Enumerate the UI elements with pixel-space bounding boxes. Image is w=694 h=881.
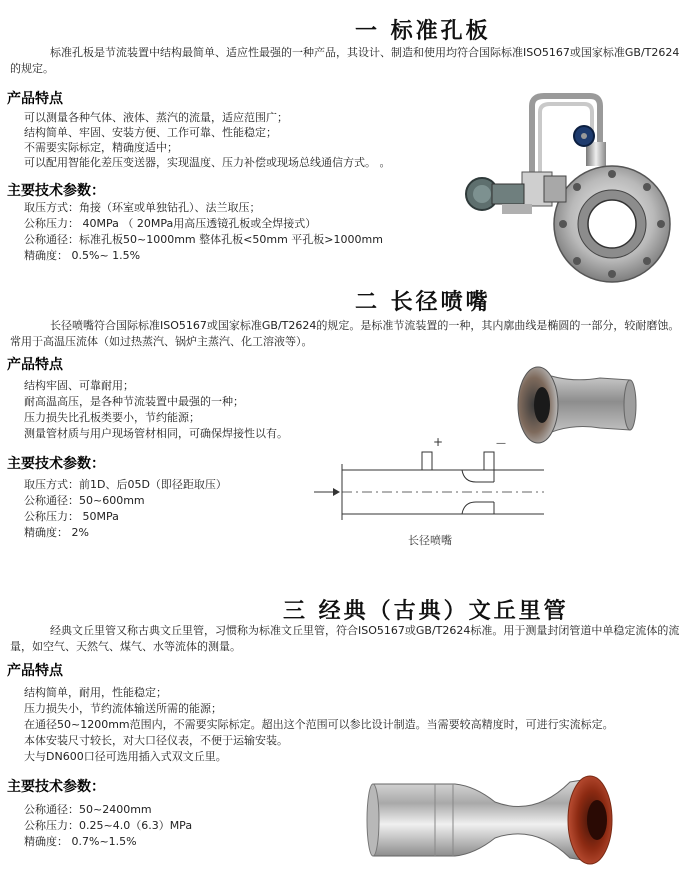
section2-intro: 长径喷嘴符合国际标准ISO5167或国家标准GB/T2624的规定。是标准节流装置的一种，其内廓曲线是椭圆的一部分，较耐磨蚀。常用于高温压流体（如过热蒸汽、锅炉主蒸汽、化工溶液等）。: [10, 319, 680, 348]
section1-spec-3: 公称通径：标准孔板50~1000mm 整体孔板<50mm 平孔板>1000mm: [24, 233, 383, 246]
section2-features-heading: 产品特点: [7, 357, 63, 373]
section3-specs-heading: 主要技术参数：: [7, 779, 105, 795]
section3-feature-2: 压力损失小，节约流体输送所需的能源；: [24, 702, 222, 715]
diagram-minus-sign: —: [496, 438, 506, 449]
section1-intro: 标准孔板是节流装置中结构最简单、适应性最强的一种产品，其设计、制造和使用均符合国际标准ISO5167或国家标准GB/T2624的规定。: [10, 46, 680, 75]
section1-spec-4: 精确度： 0.5%~ 1.5%: [24, 249, 141, 262]
section3-feature-5: 大与DN600口径可选用插入式双文丘里。: [24, 750, 227, 763]
venturi-tube-image: [365, 762, 620, 877]
section2-spec-4: 精确度： 2%: [24, 526, 89, 539]
section3-title: 三 经典（古典）文丘里管: [283, 599, 569, 624]
section2-spec-1: 取压方式：前1D、后05D（即径距取压）: [24, 478, 227, 491]
section2-spec-3: 公称压力： 50MPa: [24, 510, 119, 523]
section2-feature-4: 测量管材质与用户现场管材相同，可确保焊接性以有。: [24, 427, 288, 440]
nozzle-diagram: [312, 436, 544, 550]
section1-feature-3: 不需要实际标定，精确度适中；: [24, 141, 178, 154]
long-radius-nozzle-image: [510, 350, 640, 450]
section2-feature-2: 耐高温高压，是各种节流装置中最强的一种；: [24, 395, 244, 408]
orifice-plate-image: [462, 84, 687, 284]
section2-title: 二 长径喷嘴: [355, 290, 491, 315]
section1-feature-1: 可以测量各种气体、液体、蒸汽的流量，适应范围广；: [24, 111, 288, 124]
section1-feature-2: 结构简单、牢固、安装方便、工作可靠、性能稳定；: [24, 126, 277, 139]
section3-spec-2: 公称压力：0.25~4.0（6.3）MPa: [24, 819, 193, 832]
section3-feature-1: 结构简单，耐用，性能稳定；: [24, 686, 167, 699]
diagram-caption: 长径喷嘴: [408, 534, 452, 547]
section3-spec-3: 精确度： 0.7%~1.5%: [24, 835, 137, 848]
section3-intro: 经典文丘里管又称古典文丘里管，习惯称为标准文丘里管，符合ISO5167或GB/T2624标准。用于测量封闭管道中单稳定流体的流量，如空气、天然气、煤气、水等流体的测量。: [10, 624, 680, 653]
section3-features-heading: 产品特点: [7, 663, 63, 679]
section1-specs-heading: 主要技术参数：: [7, 183, 105, 199]
section3-feature-4: 本体安装尺寸较长，对大口径仪表，不便于运输安装。: [24, 734, 288, 747]
section1-title: 一 标准孔板: [355, 19, 491, 44]
section2-feature-1: 结构牢固、可靠耐用；: [24, 379, 134, 392]
section3-feature-3: 在通径50~1200mm范围内，不需要实际标定。超出这个范围可以参比设计制造。当需要较高精度时，可进行实流标定。: [24, 718, 614, 731]
section1-feature-4: 可以配用智能化差压变送器，实现温度、压力补偿或现场总线通信方式。 。: [24, 156, 391, 169]
section1-features-heading: 产品特点: [7, 91, 63, 107]
section3-spec-1: 公称通径：50~2400mm: [24, 803, 152, 816]
section1-spec-2: 公称压力： 40MPa （ 20MPa用高压透镜孔板或全焊接式）: [24, 217, 317, 230]
section2-feature-3: 压力损失比孔板类要小，节约能源；: [24, 411, 200, 424]
diagram-plus-sign: +: [433, 436, 444, 449]
section1-spec-1: 取压方式：角接（环室或单独钻孔）、法兰取压；: [24, 201, 261, 214]
section2-spec-2: 公称通径：50~600mm: [24, 494, 145, 507]
section2-specs-heading: 主要技术参数：: [7, 456, 105, 472]
